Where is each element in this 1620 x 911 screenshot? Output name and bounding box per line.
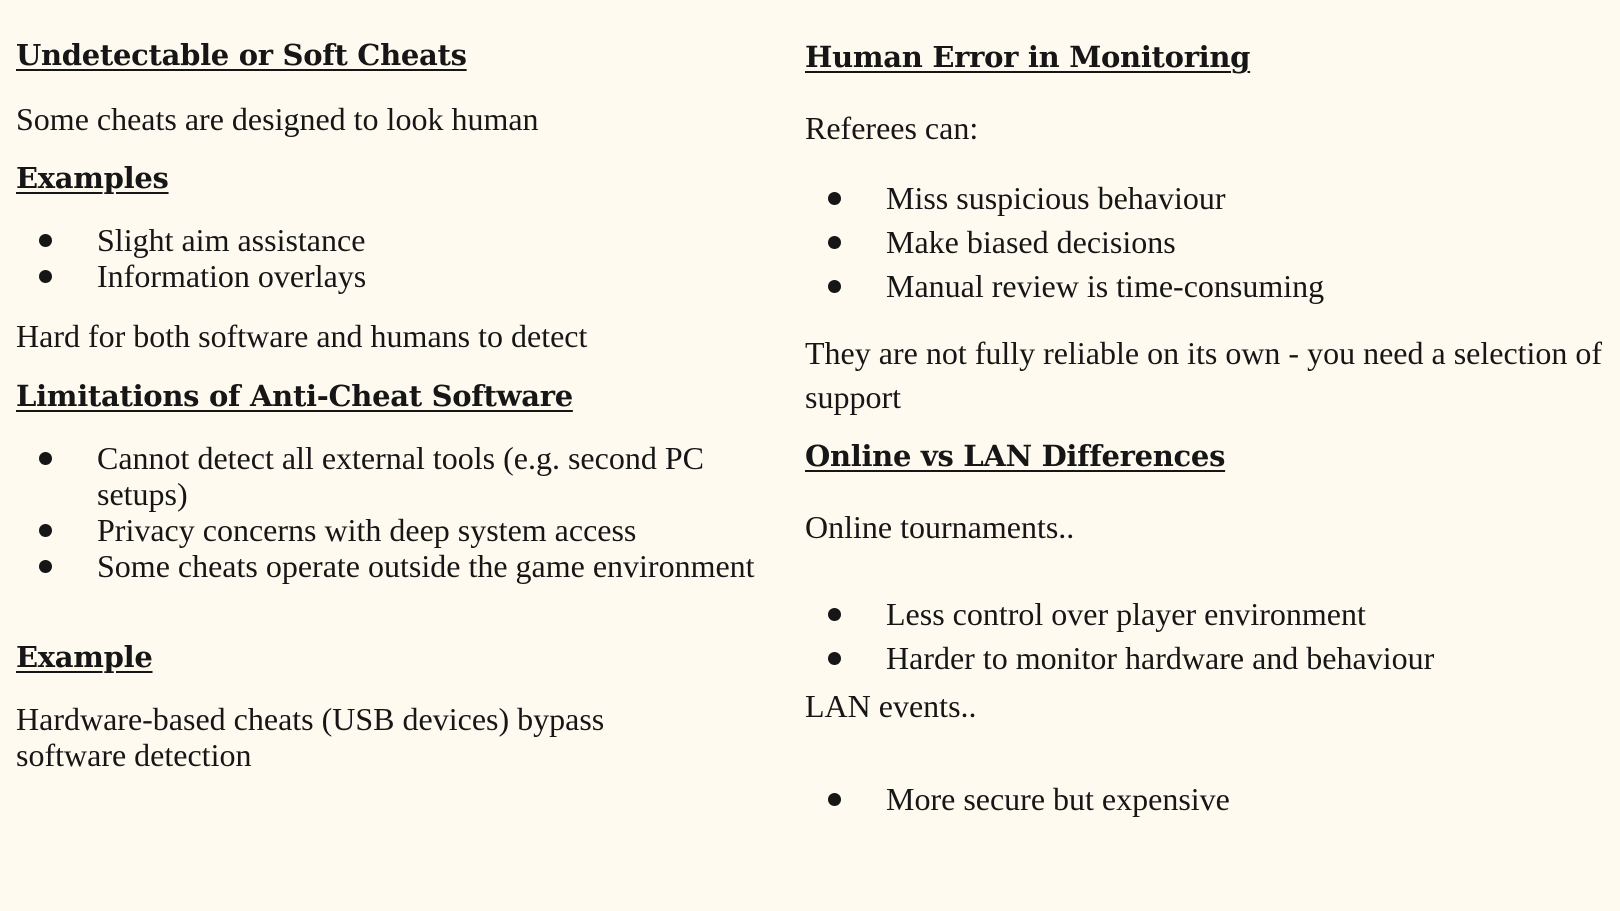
examples-heading: Examples xyxy=(16,161,169,195)
list-item: Cannot detect all external tools (e.g. second PC setups) xyxy=(16,440,756,512)
example-heading: Example xyxy=(16,640,153,674)
bullet-icon xyxy=(828,793,841,806)
list-item: Slight aim assistance xyxy=(16,222,756,258)
online-list xyxy=(805,592,1605,680)
limitations-heading: Limitations of Anti-Cheat Software xyxy=(16,379,573,413)
list-item: Manual review is time-consuming xyxy=(805,264,1605,308)
human-error-heading: Human Error in Monitoring xyxy=(805,40,1251,74)
soft-cheats-intro: Some cheats are designed to look human xyxy=(16,101,539,137)
list-item: Some cheats operate outside the game environment xyxy=(16,548,756,584)
online-label: Online tournaments.. xyxy=(805,509,1075,545)
example-text: Hardware-based cheats (USB devices) bypass software detection xyxy=(16,701,605,773)
human-error-intro: Referees can: xyxy=(805,110,979,146)
online-lan-heading: Online vs LAN Differences xyxy=(805,439,1226,473)
bullet-icon xyxy=(828,608,841,621)
bullet-icon xyxy=(828,652,841,665)
bullet-icon xyxy=(39,234,52,247)
bullet-icon xyxy=(828,280,841,293)
list-item: Information overlays xyxy=(16,258,756,294)
list-item: Make biased decisions xyxy=(805,220,1605,264)
bullet-icon xyxy=(39,524,52,537)
list-item: Harder to monitor hardware and behaviour xyxy=(805,636,1605,680)
list-item: More secure but expensive xyxy=(805,777,1605,821)
bullet-icon xyxy=(828,192,841,205)
limitations-list xyxy=(16,440,756,584)
human-error-list xyxy=(805,176,1605,308)
lan-label: LAN events.. xyxy=(805,688,977,724)
list-item: Miss suspicious behaviour xyxy=(805,176,1605,220)
soft-cheats-outro: Hard for both software and humans to detect xyxy=(16,318,588,354)
bullet-icon xyxy=(828,236,841,249)
bullet-icon xyxy=(39,560,52,573)
human-error-conclusion: They are not fully reliable on its own - you need a selection of support xyxy=(805,335,1603,415)
bullet-icon xyxy=(39,452,52,465)
list-item: Privacy concerns with deep system access xyxy=(16,512,756,548)
soft-cheats-heading: Undetectable or Soft Cheats xyxy=(16,38,467,72)
list-item: Less control over player environment xyxy=(805,592,1605,636)
bullet-icon xyxy=(39,270,52,283)
lan-list xyxy=(805,777,1605,821)
examples-list xyxy=(16,222,756,294)
